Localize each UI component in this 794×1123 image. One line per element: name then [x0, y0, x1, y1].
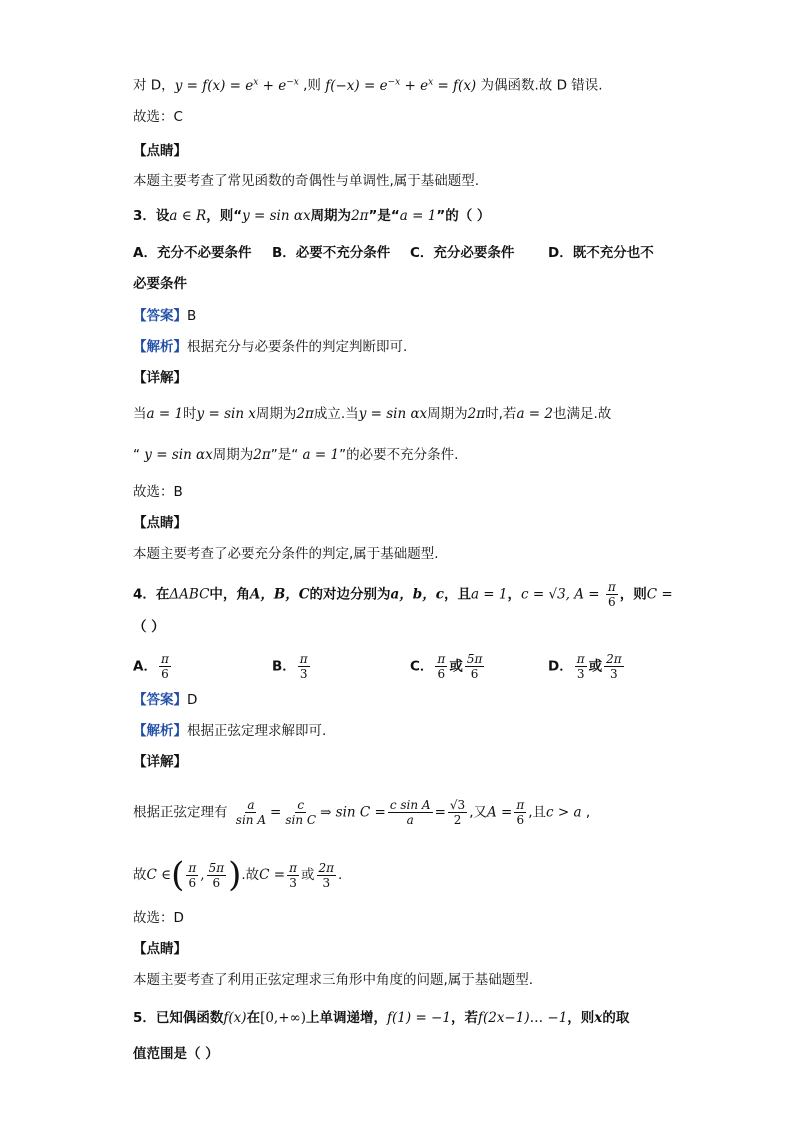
option-c: C． $\frac{\pi}{6}$ 或 $\frac{5\pi}{6}$ [410, 652, 483, 681]
option-b: B．必要不充分条件 [272, 245, 391, 261]
analysis-line: 【解析】根据正弦定理求解即可. [133, 723, 327, 739]
text: 为偶函数.故 D 错误. [476, 77, 603, 94]
section-heading: 【点睛】 [133, 515, 187, 531]
section-heading: 【点睛】 [133, 941, 187, 957]
detail-line-2: “ y = sin αx周期为2π”是“ a = 1”的必要不充分条件. [133, 447, 459, 463]
question-4-paren: （ ） [133, 619, 165, 635]
detail-line-2: 故C ∈( $\frac{\pi}{6}$ , $\frac{5\pi}{6}$ ).故C = $\frac{\pi}{3}$ 或 $\frac{2\pi}{3}$ . [133, 855, 343, 895]
text: ,则 [298, 77, 326, 94]
option-d-continued: 必要条件 [133, 276, 187, 292]
option-c: C．充分必要条件 [410, 245, 515, 261]
text: 对 D， [133, 77, 175, 94]
math: $f(-x) = e^{-x} + e^x = f(x)$ [325, 77, 477, 94]
question-4: 4．在ΔABC中，角A，B，C的对边分别为a，b，c，且a = 1，c = √3, A = $\frac{\pi}{6}$ ，则C = [133, 580, 673, 609]
question-5-line-2: 值范围是（ ） [133, 1046, 219, 1062]
option-b: B． $\frac{\pi}{3}$ [272, 652, 308, 681]
answer-line: 【答案】D [133, 692, 198, 708]
question-5: 5．已知偶函数f(x)在[0,+∞)上单调递增，f(1) = −1，若f(2x−1)… −1，则x的取 [133, 1010, 630, 1026]
option-a: A． $\frac{\pi}{6}$ [133, 652, 169, 681]
solution-d-line [133, 72, 603, 96]
summary-text: 本题主要考查了常见函数的奇偶性与单调性,属于基础题型. [133, 173, 480, 189]
answer-select: 故选：D [133, 910, 184, 926]
answer-select: 故选：B [133, 484, 183, 500]
section-heading: 【点睛】 [133, 143, 187, 159]
option-a: A．充分不必要条件 [133, 245, 252, 261]
question-3: 3．设a ∈ R，则“y = sin αx周期为2π”是“a = 1”的（ ） [133, 208, 491, 224]
detail-heading: 【详解】 [133, 370, 187, 386]
option-d: D．既不充分也不 [548, 245, 654, 261]
detail-line-1: 当a = 1时y = sin x周期为2π成立.当y = sin αx周期为2π时,若a = 2也满足.故 [133, 406, 612, 422]
summary-text: 本题主要考查了必要充分条件的判定,属于基础题型. [133, 546, 439, 562]
detail-heading: 【详解】 [133, 754, 187, 770]
math: $y = f(x) = e^x + e^{-x}$ [174, 77, 299, 94]
summary-text: 本题主要考查了利用正弦定理求三角形中角度的问题,属于基础题型. [133, 972, 534, 988]
answer-line: 【答案】B [133, 308, 197, 324]
detail-line-1: 根据正弦定理有 $\frac{a}{\text{sin A}}$ = $\frac{c}{\text{sin C}}$ ⇒ sin C = $\frac{\text{c sin A}}{a}$ = $\frac{√3}{2}$ ,又A = $\frac{\pi}{6}$ ,且c > a , [133, 798, 591, 827]
analysis-line: 【解析】根据充分与必要条件的判定判断即可. [133, 339, 408, 355]
answer-select: 故选：C [133, 109, 183, 125]
option-d: D． $\frac{\pi}{3}$ 或 $\frac{2\pi}{3}$ [548, 652, 622, 681]
